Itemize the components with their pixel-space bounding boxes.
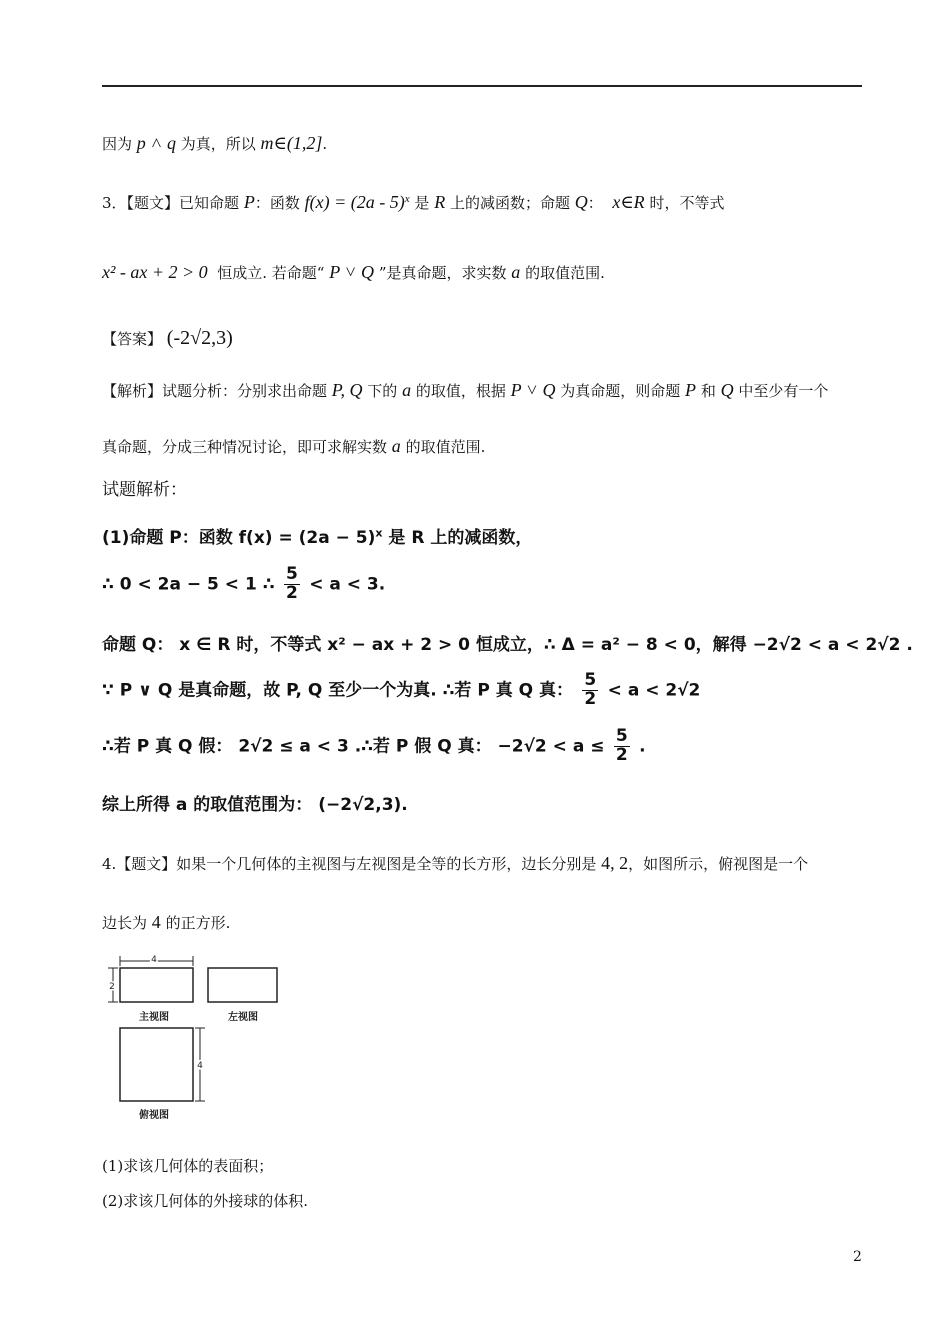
front-view-rect [120, 968, 193, 1002]
text: < a < 2√2 [607, 680, 701, 701]
solution-step2 [102, 566, 385, 603]
q4-sub2: (2)求该几何体的外接球的体积. [102, 1192, 309, 1210]
q3-number: 3．【题文】已知命题 [102, 194, 240, 212]
solution-step4 [102, 672, 700, 709]
text: ∴ 0 < 2a − 5 < 1 ∴ [102, 574, 275, 595]
numerator: 5 [615, 726, 628, 746]
math-Q: Q [574, 192, 588, 212]
text: 是 R 上的减函数， [382, 528, 533, 548]
text: 命题 Q： x ∈ R 时，不等式 x² − ax + 2 > 0 恒成立，∴ Δ = a² − 8 < 0，解得 −2√2 < a < 2√2 . [102, 635, 913, 655]
analysis-line1 [102, 380, 828, 402]
math-exponent: x [404, 193, 410, 205]
math-a: a [511, 262, 521, 282]
text: 为真命题，则命题 [560, 382, 681, 400]
q4-line1 [102, 853, 808, 875]
solution-conclusion [102, 790, 408, 815]
text: 时，不等式 [649, 194, 725, 212]
text: 综上所得 a 的取值范围为： (−2√2,3). [102, 795, 408, 815]
q3-line2 [102, 262, 605, 284]
conclusion-line [102, 133, 327, 155]
text: 因为 [102, 135, 133, 153]
text: 上的减函数；命题 [449, 194, 570, 212]
math-a: a [402, 380, 412, 400]
text: ：函数 [254, 194, 300, 212]
text: 真命题，分成三种情况讨论，即可求解实数 [102, 438, 388, 456]
math-Q: Q [720, 380, 734, 400]
top-view-rect [120, 1028, 193, 1101]
math-p-and-q: p ˄ q [136, 133, 176, 153]
numerator: 5 [285, 564, 298, 584]
fraction [284, 566, 300, 603]
denominator: 2 [285, 582, 298, 603]
text: 和 [700, 382, 716, 400]
text: 是 [414, 194, 430, 212]
math-P-or-Q: P ˅ Q [510, 380, 556, 400]
math-function: f(x) = (2a - 5) [304, 192, 405, 212]
text: 的正方形. [165, 914, 231, 932]
text: 恒成立. 若命题“ [217, 264, 325, 282]
text: 为真，所以 [180, 135, 256, 153]
math-P: P [243, 192, 255, 212]
math-R: R [434, 192, 446, 212]
math-P-Q: P, Q [331, 380, 363, 400]
solution-step5 [102, 728, 646, 765]
answer-value: (-2√2,3) [166, 327, 233, 349]
analysis-line2 [102, 436, 485, 458]
front-view-label: 主视图 [139, 1012, 169, 1023]
math-x-in-R: x∈R [612, 192, 645, 212]
text: (1)命题 P：函数 f(x) = (2a − 5) [102, 528, 376, 548]
math-m-range: m∈(1,2] [260, 133, 323, 153]
text: 边长为 [102, 914, 148, 932]
text: ： [587, 194, 603, 212]
text: 下的 [367, 382, 398, 400]
dim-width-label: 4 [151, 955, 157, 965]
top-view-label: 俯视图 [139, 1110, 169, 1121]
text: ，如图所示，俯视图是一个 [628, 855, 809, 873]
text: 的取值范围. [405, 438, 486, 456]
text: ∴若 P 真 Q 假： 2√2 ≤ a < 3 .∴若 P 假 Q 真： −2√2 < a ≤ [102, 736, 605, 757]
text: 的取值范围. [525, 264, 605, 282]
text: ∵ P ∨ Q 是真命题，故 P, Q 至少一个为真. ∴若 P 真 Q 真： [102, 680, 574, 701]
text: 4.【题文】如果一个几何体的主视图与左视图是全等的长方形，边长分别是 [102, 855, 597, 873]
q3-line1 [102, 192, 724, 214]
denominator: 2 [615, 744, 628, 765]
math-inequality: x² - ax + 2 > 0 [102, 262, 208, 282]
denominator: 2 [584, 688, 597, 709]
math-P: P [685, 380, 697, 400]
math-four: 4 [151, 912, 161, 932]
text: . [639, 736, 646, 757]
fraction [582, 672, 598, 709]
answer-line [102, 326, 233, 350]
analysis-label: 【解析】试题分析：分别求出命题 [102, 382, 328, 400]
text: . [322, 135, 328, 153]
text: ”是真命题，求实数 [378, 264, 507, 282]
three-view-figure [102, 948, 292, 1134]
left-view-rect [208, 968, 277, 1002]
math-P-or-Q: P ˅ Q [329, 262, 375, 282]
answer-label: 【答案】 [102, 330, 163, 348]
math-exponent: x [375, 526, 383, 540]
dim-side-label: 4 [197, 1061, 203, 1071]
math-a: a [391, 436, 401, 456]
math-dims: 4, 2 [601, 853, 629, 873]
text: < a < 3. [309, 574, 386, 595]
q4-line2 [102, 912, 230, 934]
solution-step1 [102, 523, 532, 548]
dim-height-label: 2 [109, 982, 115, 992]
page-number: 2 [853, 1249, 862, 1265]
header-rule [102, 85, 862, 87]
numerator: 5 [584, 670, 597, 690]
solution-step3 [102, 630, 913, 655]
solution-heading: 试题解析： [102, 480, 187, 500]
left-view-label: 左视图 [228, 1012, 258, 1023]
q4-sub1: (1)求该几何体的表面积； [102, 1157, 274, 1175]
text: 中至少有一个 [738, 382, 829, 400]
text: 的取值，根据 [415, 382, 506, 400]
fraction [614, 728, 630, 765]
